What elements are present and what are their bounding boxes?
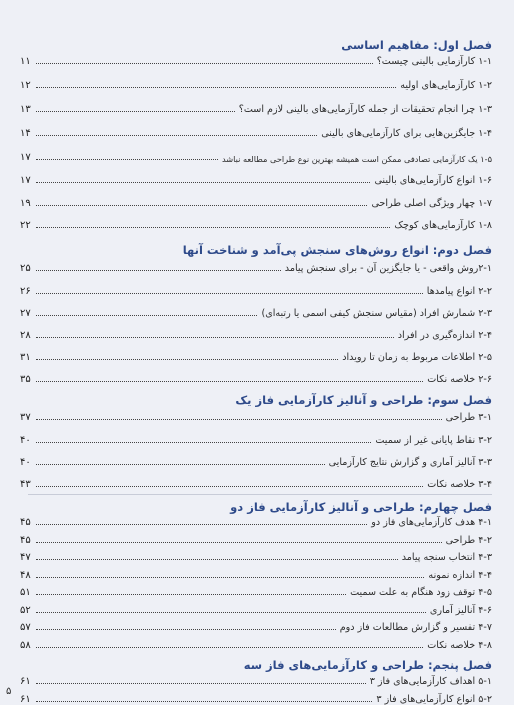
chapter-title: فصل چهارم: طراحی و آنالیز کارآزمایی فاز دو [230, 500, 492, 514]
dot-leader [36, 293, 423, 294]
chapter-title: فصل پنجم: طراحی و کارآزمایی‌های فاز سه [243, 658, 492, 672]
dot-leader [36, 442, 371, 443]
dot-leader [36, 381, 423, 382]
entry-title: ۳-۳ آنالیز آماری و گزارش نتایج کارآزمایی [328, 457, 492, 469]
toc-entry [20, 450, 492, 468]
entry-title: ۱-۳ چرا انجام تحقیقات از جمله کارآزمایی‌های بالینی لازم است؟ [238, 104, 492, 116]
toc-entry [20, 633, 492, 651]
dot-leader [36, 159, 218, 160]
dot-leader [36, 270, 281, 271]
toc-entry [20, 345, 492, 363]
toc-entry [20, 97, 492, 115]
entry-page: ۴۸ [20, 569, 31, 581]
dot-leader [36, 63, 373, 64]
toc-entry [20, 528, 492, 546]
entry-page: ۲۸ [20, 330, 31, 341]
toc-entry [20, 301, 492, 319]
entry-page: ۲۲ [20, 220, 31, 231]
dot-leader [36, 182, 370, 183]
dot-leader [36, 542, 442, 543]
toc-entry [20, 213, 492, 231]
entry-title: ۱-۵ یک کارآزمایی تصادفی ممکن است همیشه بهترین نوع طراحی مطالعه نباشد [221, 153, 492, 164]
entry-page: ۵۸ [20, 639, 31, 651]
entry-page: ۴۵ [20, 534, 31, 546]
entry-page: ۱۷ [20, 175, 31, 186]
toc-entry [20, 49, 492, 67]
toc-entry [20, 168, 492, 186]
entry-title: ۱-۲ کارآزمایی‌های اولیه [400, 80, 492, 92]
entry-page: ۴۰ [20, 435, 31, 446]
entry-title: ۴-۴ اندازه نمونه [428, 569, 492, 581]
entry-page: ۱۱ [20, 56, 31, 67]
toc-entry [20, 323, 492, 341]
toc-entry [20, 598, 492, 616]
entry-page: ۴۰ [20, 457, 31, 468]
dot-leader [36, 87, 396, 88]
entry-title: ۱-۱ کارآزمایی بالینی چیست؟ [376, 56, 492, 68]
entry-page: ۲۶ [20, 286, 31, 297]
chapter-title: فصل اول: مفاهیم اساسی [341, 38, 492, 52]
entry-title: ۲-۴ اندازه‌گیری در افراد [397, 330, 492, 342]
entry-title: ۲-۶ خلاصه نکات [427, 374, 492, 386]
entry-title: ۱-۶ انواع کارآزمایی‌های بالینی [374, 175, 492, 187]
entry-page: ۳۱ [20, 352, 31, 363]
entry-page: ۵۷ [20, 622, 31, 633]
entry-page: ۴۷ [20, 552, 31, 563]
dot-leader [36, 559, 398, 560]
dot-leader [36, 111, 235, 112]
toc-entry [20, 73, 492, 91]
entry-page: ۴۵ [20, 517, 31, 528]
entry-title: ۴-۳ انتخاب سنجه پیامد [401, 552, 492, 564]
dot-leader [36, 464, 325, 465]
page-number: ۵ [6, 686, 12, 697]
entry-title: ۱-۸ کارآزمایی‌های کوچک [394, 220, 492, 232]
entry-page: ۶۱ [20, 694, 31, 705]
dot-leader [36, 205, 367, 206]
dot-leader [36, 612, 426, 613]
dot-leader [36, 577, 424, 578]
chapter-title: فصل سوم: طراحی و آنالیز کارآزمایی فاز یک [235, 393, 492, 407]
entry-page: ۲۵ [20, 263, 31, 274]
entry-title: ۲-۲ انواع پیامدها [426, 286, 492, 298]
entry-page: ۱۷ [20, 152, 31, 163]
entry-page: ۵۲ [20, 604, 31, 616]
dot-leader [36, 337, 394, 338]
toc-entry [20, 145, 492, 163]
toc-entry [20, 191, 492, 209]
entry-page: ۵۱ [20, 587, 31, 598]
entry-page: ۳۵ [20, 374, 31, 385]
toc-entry [20, 256, 492, 274]
entry-page: ۳۷ [20, 412, 31, 423]
entry-title: ۲-۵ اطلاعات مربوط به زمان تا رویداد [342, 352, 492, 364]
entry-title: ۱-۴ جایگزین‌هایی برای کارآزمایی‌های بالینی [321, 128, 492, 140]
toc-entry [20, 472, 492, 490]
section-divider [28, 494, 492, 495]
dot-leader [36, 315, 257, 316]
dot-leader [36, 594, 346, 595]
toc-entry [20, 279, 492, 297]
entry-page: ۱۴ [20, 128, 31, 139]
dot-leader [36, 683, 366, 684]
entry-title: ۳-۴ خلاصه نکات [427, 479, 492, 491]
toc-entry [20, 121, 492, 139]
dot-leader [36, 524, 367, 525]
entry-title: ۴-۱ هدف کارآزمایی‌های فاز دو [371, 517, 492, 529]
chapter-title: فصل دوم: انواع روش‌های سنجش پی‌آمد و شناخت آنها [182, 243, 492, 257]
toc-entry [20, 405, 492, 423]
toc-entry [20, 510, 492, 528]
entry-page: ۱۳ [20, 104, 31, 115]
dot-leader [36, 135, 317, 136]
dot-leader [36, 647, 423, 648]
entry-title: ۳-۱ طراحی [445, 412, 492, 424]
entry-page: ۶۱ [20, 676, 31, 687]
entry-title: ۵-۲ انواع کارآزمایی‌های فاز ۳ [376, 694, 492, 705]
dot-leader [36, 486, 423, 487]
entry-title: ۴-۷ تفسیر و گزارش مطالعات فاز دوم [339, 622, 492, 634]
entry-title: ۴-۲ طراحی [445, 534, 492, 546]
toc-entry [20, 545, 492, 563]
entry-title: ۱-۷ چهار ویژگی اصلی طراحی [371, 198, 492, 210]
dot-leader [36, 227, 390, 228]
entry-title: ۵-۱ اهداف کارآزمایی‌های فاز ۳ [369, 676, 492, 688]
entry-page: ۱۲ [20, 80, 31, 91]
dot-leader [36, 629, 336, 630]
entry-page: ۱۹ [20, 198, 31, 209]
entry-title: ۴-۵ توقف زود هنگام به علت سمیت [350, 587, 492, 599]
entry-title: ۳-۲ نقاط پایانی غیر از سمیت [375, 435, 492, 447]
toc-entry [20, 428, 492, 446]
dot-leader [36, 419, 442, 420]
entry-title: ۴-۸ خلاصه نکات [427, 639, 492, 651]
entry-title: ۴-۶ آنالیز آماری [429, 604, 492, 616]
toc-entry [20, 687, 492, 705]
toc-entry [20, 367, 492, 385]
toc-entry [20, 563, 492, 581]
toc-entry [20, 580, 492, 598]
dot-leader [36, 701, 372, 702]
entry-title: ۲-۱روش واقعی - یا جایگزین آن - برای سنجش پیامد [284, 263, 492, 275]
toc-entry [20, 615, 492, 633]
entry-title: ۲-۳ شمارش افراد (مقیاس سنجش کیفی اسمی یا رتبه‌ای) [261, 308, 492, 320]
dot-leader [36, 359, 338, 360]
entry-page: ۲۷ [20, 308, 31, 319]
toc-entry [20, 669, 492, 687]
entry-page: ۴۳ [20, 479, 31, 490]
